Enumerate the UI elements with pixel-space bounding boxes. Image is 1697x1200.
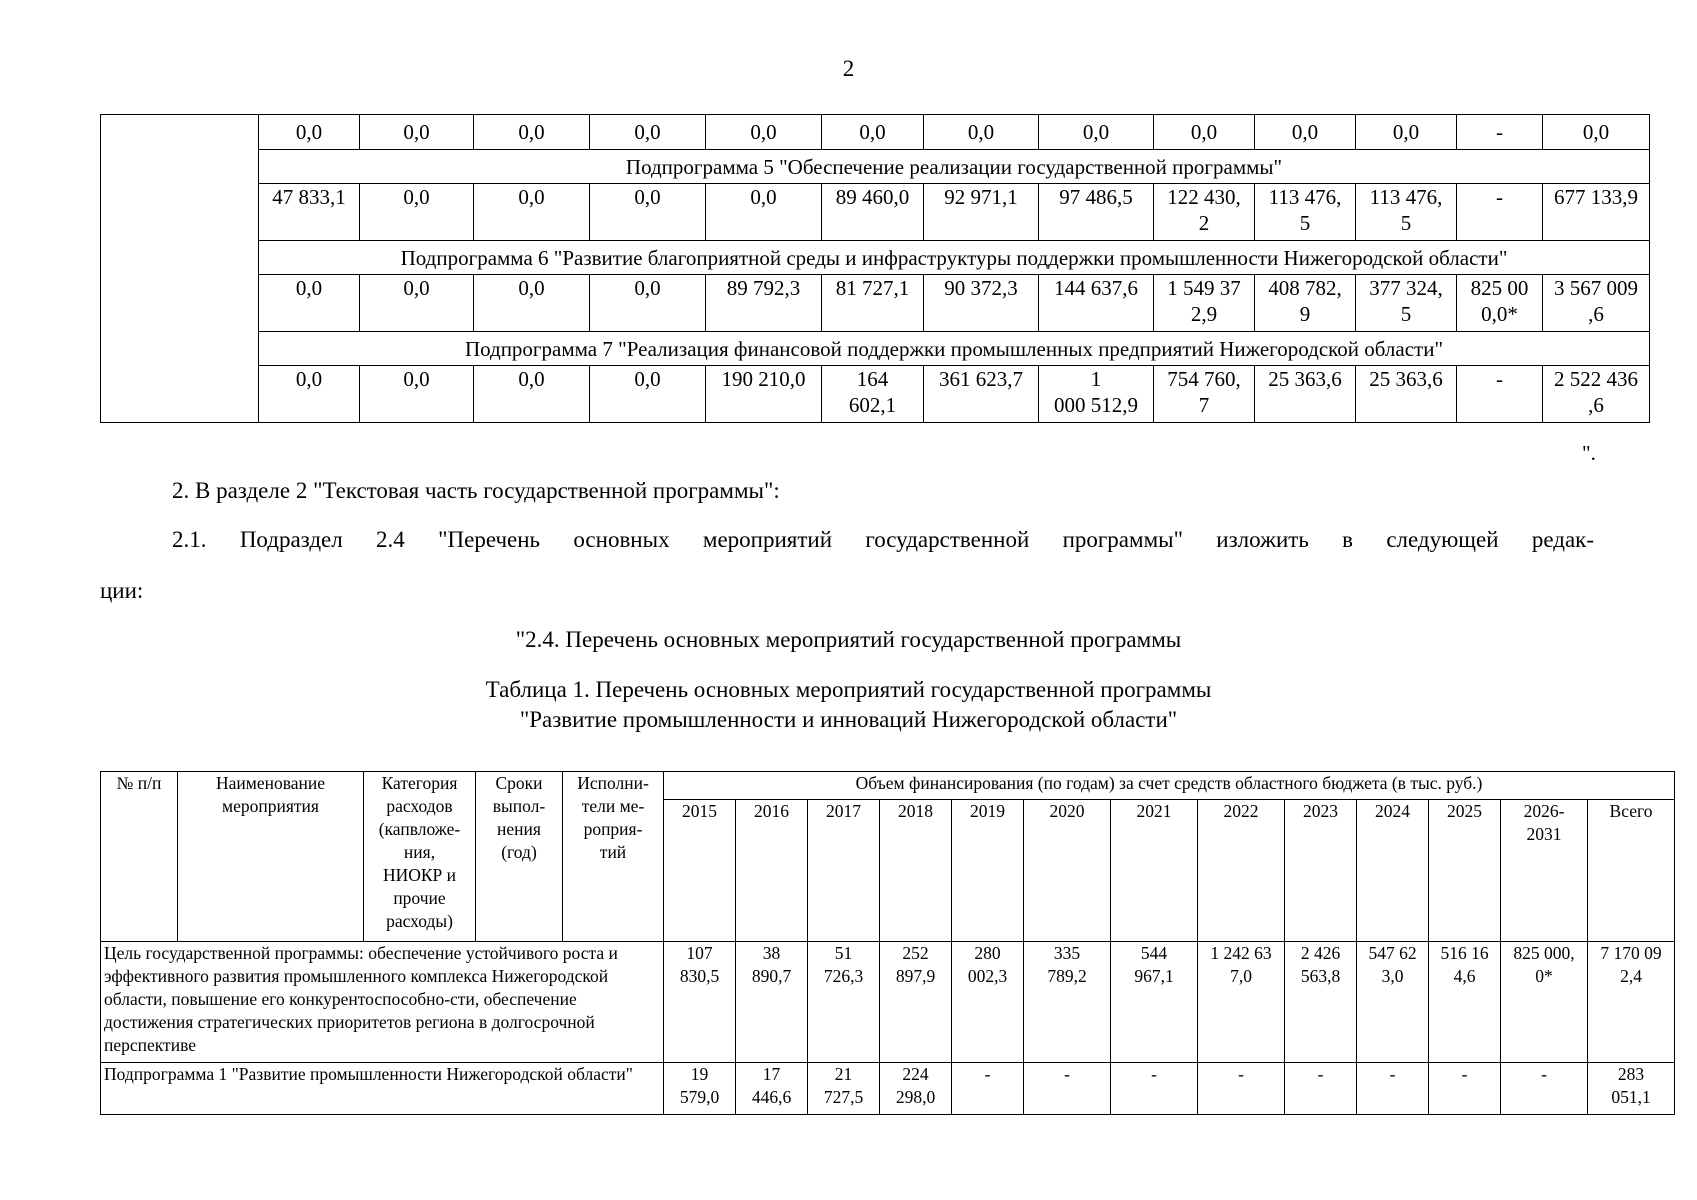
value-cell: 283 051,1 bbox=[1588, 1063, 1675, 1115]
section-heading: "2.4. Перечень основных мероприятий государственной программы bbox=[515, 627, 1182, 652]
table-row bbox=[101, 184, 1650, 241]
table-row bbox=[101, 942, 1675, 1063]
header-execution-period: Сроки выпол- нения (год) bbox=[476, 772, 563, 942]
value-cell: 0,0 bbox=[474, 275, 590, 332]
subprogram-title: Подпрограмма 5 "Обеспечение реализации государственной программы" bbox=[259, 150, 1650, 184]
value-cell: 224 298,0 bbox=[880, 1063, 952, 1115]
header-expense-category: Категория расходов (капвложе- ния, НИОКР и прочие расходы) bbox=[364, 772, 476, 942]
paragraph-section-2: 2. В разделе 2 "Текстовая часть государственной программы": bbox=[172, 478, 780, 503]
value-cell: 1 242 63 7,0 bbox=[1198, 942, 1285, 1063]
table-row bbox=[101, 366, 1650, 423]
paragraph-subsection-2-1: 2.1. Подраздел 2.4 "Перечень основных мероприятий государственной программы" изложить в следующей редак- bbox=[172, 527, 1594, 552]
value-cell: 3 567 009 ,6 bbox=[1543, 275, 1650, 332]
row-label: Цель государственной программы: обеспечение устойчивого роста и эффективного развития промышленного комплекса Нижегородской области, повышение его конкурентоспособно-сти, обеспечение достижения стратегических приоритетов региона в долгосрочной перспективе bbox=[101, 942, 664, 1063]
value-cell: 17 446,6 bbox=[736, 1063, 808, 1115]
value-cell: 25 363,6 bbox=[1255, 366, 1356, 423]
top-funding-table bbox=[100, 114, 1650, 423]
header-executors: Исполни- тели ме- роприя- тий bbox=[563, 772, 664, 942]
value-cell: 677 133,9 bbox=[1543, 184, 1650, 241]
page-number: 2 bbox=[842, 56, 855, 81]
value-cell: 0,0 bbox=[590, 275, 706, 332]
value-cell: 38 890,7 bbox=[736, 942, 808, 1063]
value-cell: 89 460,0 bbox=[822, 184, 924, 241]
value-cell: 0,0 bbox=[360, 115, 474, 150]
value-cell: 144 637,6 bbox=[1039, 275, 1154, 332]
header-year: 2026- 2031 bbox=[1501, 800, 1588, 942]
value-cell: 2 426 563,8 bbox=[1285, 942, 1357, 1063]
header-number: № п/п bbox=[101, 772, 178, 942]
value-cell: - bbox=[1429, 1063, 1501, 1115]
table-row bbox=[101, 1063, 1675, 1115]
value-cell: 97 486,5 bbox=[1039, 184, 1154, 241]
value-cell: 25 363,6 bbox=[1356, 366, 1457, 423]
paragraph-subsection-2-1-continuation: ции: bbox=[100, 578, 144, 603]
value-cell: 1 549 37 2,9 bbox=[1154, 275, 1255, 332]
value-cell: 547 62 3,0 bbox=[1357, 942, 1429, 1063]
value-cell: 92 971,1 bbox=[924, 184, 1039, 241]
subprogram-title: Подпрограмма 7 "Реализация финансовой поддержки промышленных предприятий Нижегородской области" bbox=[259, 332, 1650, 366]
value-cell: 0,0 bbox=[590, 184, 706, 241]
value-cell: 361 623,7 bbox=[924, 366, 1039, 423]
blank-cell bbox=[101, 115, 259, 423]
value-cell: 0,0 bbox=[474, 115, 590, 150]
value-cell: - bbox=[1501, 1063, 1588, 1115]
value-cell: - bbox=[1357, 1063, 1429, 1115]
value-cell: 0,0 bbox=[1356, 115, 1457, 150]
value-cell: 825 00 0,0* bbox=[1457, 275, 1543, 332]
value-cell: 190 210,0 bbox=[706, 366, 822, 423]
table-caption-line-2: "Развитие промышленности и инноваций Нижегородской области" bbox=[519, 707, 1178, 732]
value-cell: 81 727,1 bbox=[822, 275, 924, 332]
header-year: 2019 bbox=[952, 800, 1024, 942]
main-activities-table bbox=[100, 771, 1675, 1115]
value-cell: 0,0 bbox=[474, 184, 590, 241]
value-cell: - bbox=[952, 1063, 1024, 1115]
subprogram-heading-row bbox=[101, 332, 1650, 366]
header-year: 2015 bbox=[664, 800, 736, 942]
header-year: 2025 bbox=[1429, 800, 1501, 942]
value-cell: 0,0 bbox=[706, 115, 822, 150]
value-cell: 89 792,3 bbox=[706, 275, 822, 332]
value-cell: 0,0 bbox=[360, 366, 474, 423]
value-cell: 0,0 bbox=[590, 115, 706, 150]
value-cell: 113 476, 5 bbox=[1356, 184, 1457, 241]
header-funding: Объем финансирования (по годам) за счет средств областного бюджета (в тыс. руб.) bbox=[664, 772, 1675, 800]
value-cell: 90 372,3 bbox=[924, 275, 1039, 332]
value-cell: - bbox=[1024, 1063, 1111, 1115]
table-row bbox=[101, 275, 1650, 332]
value-cell: 19 579,0 bbox=[664, 1063, 736, 1115]
value-cell: 754 760, 7 bbox=[1154, 366, 1255, 423]
value-cell: - bbox=[1285, 1063, 1357, 1115]
value-cell: 0,0 bbox=[360, 275, 474, 332]
header-year: 2022 bbox=[1198, 800, 1285, 942]
header-year: 2024 bbox=[1357, 800, 1429, 942]
header-year: 2018 bbox=[880, 800, 952, 942]
value-cell: 107 830,5 bbox=[664, 942, 736, 1063]
value-cell: 0,0 bbox=[360, 184, 474, 241]
value-cell: 0,0 bbox=[1255, 115, 1356, 150]
header-year: 2020 bbox=[1024, 800, 1111, 942]
value-cell: - bbox=[1457, 366, 1543, 423]
value-cell: 516 16 4,6 bbox=[1429, 942, 1501, 1063]
subprogram-heading-row bbox=[101, 241, 1650, 275]
value-cell: 0,0 bbox=[259, 115, 360, 150]
value-cell: 0,0 bbox=[1039, 115, 1154, 150]
value-cell: - bbox=[1198, 1063, 1285, 1115]
value-cell: 122 430, 2 bbox=[1154, 184, 1255, 241]
value-cell: 377 324, 5 bbox=[1356, 275, 1457, 332]
value-cell: 0,0 bbox=[706, 184, 822, 241]
header-year: Всего bbox=[1588, 800, 1675, 942]
value-cell: 0,0 bbox=[590, 366, 706, 423]
table-row bbox=[101, 115, 1650, 150]
value-cell: 0,0 bbox=[259, 275, 360, 332]
value-cell: 252 897,9 bbox=[880, 942, 952, 1063]
value-cell: 825 000, 0* bbox=[1501, 942, 1588, 1063]
header-year: 2021 bbox=[1111, 800, 1198, 942]
header-year: 2023 bbox=[1285, 800, 1357, 942]
value-cell: 1 000 512,9 bbox=[1039, 366, 1154, 423]
value-cell: - bbox=[1111, 1063, 1198, 1115]
value-cell: 7 170 09 2,4 bbox=[1588, 942, 1675, 1063]
value-cell: 0,0 bbox=[1543, 115, 1650, 150]
table-caption-line-1: Таблица 1. Перечень основных мероприятий государственной программы bbox=[485, 677, 1212, 702]
closing-quote: ". bbox=[1582, 441, 1596, 465]
value-cell: 335 789,2 bbox=[1024, 942, 1111, 1063]
value-cell: 21 727,5 bbox=[808, 1063, 880, 1115]
value-cell: 0,0 bbox=[259, 366, 360, 423]
subprogram-title: Подпрограмма 6 "Развитие благоприятной среды и инфраструктуры поддержки промышленности Нижегородской области" bbox=[259, 241, 1650, 275]
value-cell: 0,0 bbox=[474, 366, 590, 423]
value-cell: 408 782, 9 bbox=[1255, 275, 1356, 332]
value-cell: 164 602,1 bbox=[822, 366, 924, 423]
row-label: Подпрограмма 1 "Развитие промышленности Нижегородской области" bbox=[101, 1063, 664, 1115]
header-year: 2016 bbox=[736, 800, 808, 942]
value-cell: 51 726,3 bbox=[808, 942, 880, 1063]
value-cell: - bbox=[1457, 115, 1543, 150]
subprogram-heading-row bbox=[101, 150, 1650, 184]
value-cell: 0,0 bbox=[924, 115, 1039, 150]
header-year: 2017 bbox=[808, 800, 880, 942]
value-cell: 544 967,1 bbox=[1111, 942, 1198, 1063]
value-cell: 280 002,3 bbox=[952, 942, 1024, 1063]
value-cell: 0,0 bbox=[822, 115, 924, 150]
value-cell: - bbox=[1457, 184, 1543, 241]
value-cell: 2 522 436 ,6 bbox=[1543, 366, 1650, 423]
value-cell: 113 476, 5 bbox=[1255, 184, 1356, 241]
value-cell: 0,0 bbox=[1154, 115, 1255, 150]
value-cell: 47 833,1 bbox=[259, 184, 360, 241]
header-activity-name: Наименование мероприятия bbox=[178, 772, 364, 942]
